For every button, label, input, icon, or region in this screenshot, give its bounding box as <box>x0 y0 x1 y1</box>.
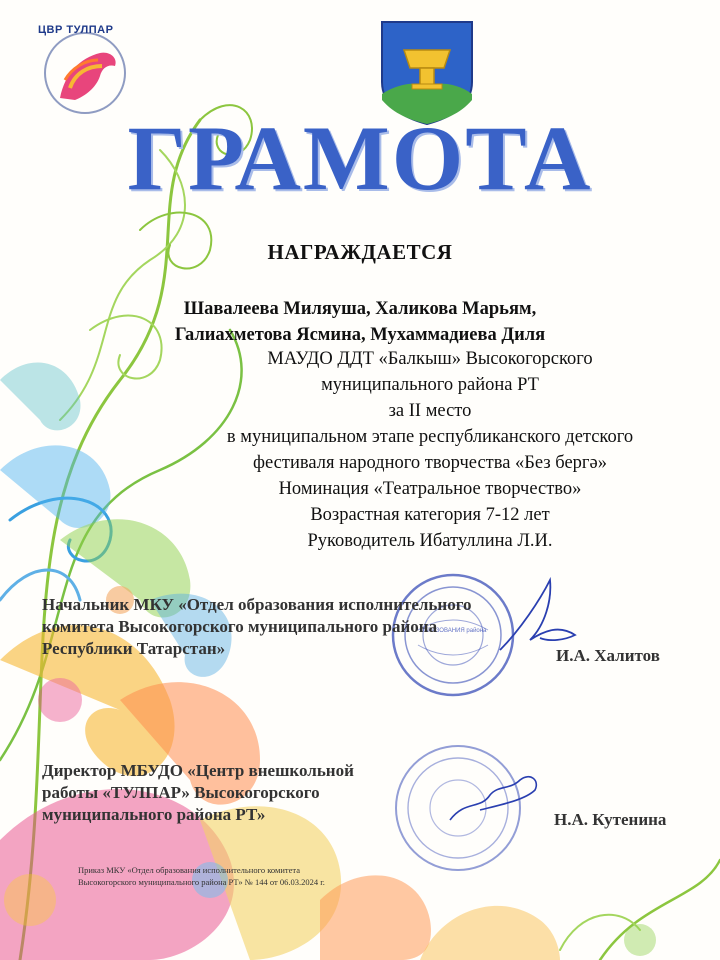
signatory2-title <box>42 760 354 826</box>
signatory1-name: И.А. Халитов <box>556 646 660 665</box>
footnote-line: Высокогорского муниципального района РТ» № 144 от 06.03.2024 г. <box>78 877 325 887</box>
age-category-line: Возрастная категория 7-12 лет <box>310 505 550 525</box>
signatory-line: Республики Татарстан» <box>42 639 226 658</box>
signatory-line: работы «ТУЛПАР» Высокогорского <box>42 783 320 802</box>
organization-line: МАУДО ДДТ «Балкыш» Высокогорского <box>267 349 593 369</box>
recipients-line: Галиахметова Ясмина, Мухаммадиева Диля <box>174 325 546 345</box>
signatory2-name: Н.А. Кутенина <box>554 810 667 829</box>
event-line: в муниципальном этапе республиканского детского <box>226 427 634 447</box>
leader-line: Руководитель Ибатуллина Л.И. <box>307 531 553 551</box>
place-line: за II место <box>388 401 472 421</box>
footnote-line: Приказ МКУ «Отдел образования исполнительного комитета <box>78 865 301 875</box>
signatory-line: Директор МБУДО «Центр внешкольной <box>42 761 354 780</box>
signatory-line: муниципального района РТ» <box>42 805 266 824</box>
signatory-line: комитета Высокогорского муниципального района <box>42 617 438 636</box>
stamp-text: ОБРАЗОВАНИЯ района <box>419 628 487 634</box>
organization-line: муниципального района РТ <box>321 375 539 395</box>
signatory-line: Начальник МКУ «Отдел образования исполнительного <box>42 595 472 614</box>
recipients-line: Шавалеева Миляуша, Халикова Марьям, <box>183 299 537 319</box>
award-details <box>0 346 720 554</box>
recipients <box>0 296 720 348</box>
nomination-line: Номинация «Театральное творчество» <box>278 479 582 499</box>
signature-kutenina <box>440 760 550 840</box>
signatory1-title <box>42 594 472 660</box>
event-line: фестиваля народного творчества «Без бергә» <box>253 453 607 473</box>
logo-text: ЦВР ТУЛПАР <box>38 24 114 36</box>
order-footnote <box>78 864 325 888</box>
certificate-title: ГРАМОТА <box>127 107 593 209</box>
award-heading: НАГРАЖДАЕТСЯ <box>267 240 453 264</box>
